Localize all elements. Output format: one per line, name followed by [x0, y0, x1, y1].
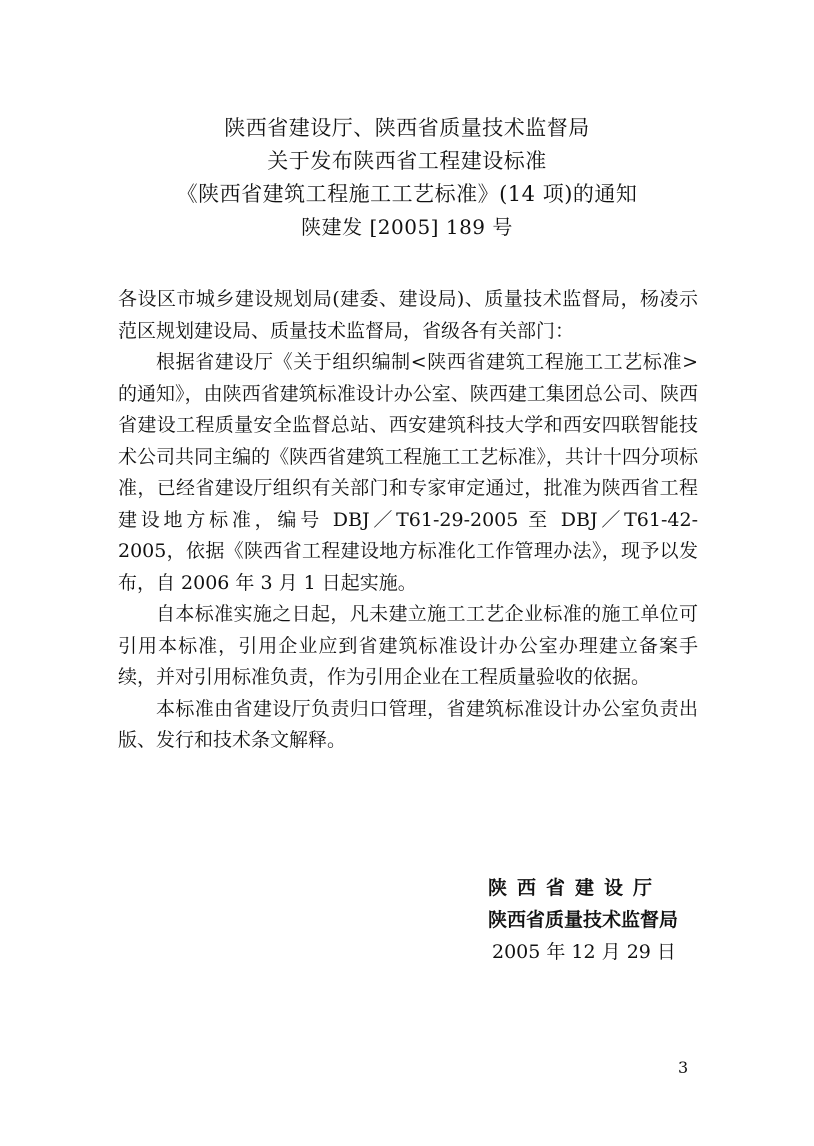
document-number: 陕建发 [2005] 189 号	[301, 215, 513, 239]
title-issuers: 陕西省建设厅、陕西省质量技术监督局	[224, 116, 590, 140]
title-subject: 关于发布陕西省工程建设标准	[267, 149, 547, 173]
notice-body	[118, 284, 698, 757]
implementation-paragraph: 自本标准实施之日起，凡未建立施工工艺企业标准的施工单位可引用本标准，引用企业应到省建筑标准设计办公室办理建立备案手续，并对引用标准负责，作为引用企业在工程质量验收的依据。	[118, 603, 698, 688]
approval-paragraph: 根据省建设厅《关于组织编制<陕西省建筑工程施工工艺标准>的通知》，由陕西省建筑标准设计办公室、陕西建工集团总公司、陕西省建设工程质量安全监督总站、西安建筑科技大学和西安四联智能技术公司共同主编的《陕西省建筑工程施工工艺标准》，共计十四分项标准，已经省建设厅组织有关部门和专家审定通过，批准为陕西省工程建设地方标准，编号 DBJ／T61-29-2005 至 DBJ／T61-42-2005，依据《陕西省工程建设地方标准化工作管理办法》，现予以发布，自 2006 年 3 月 1 日起实施。	[118, 351, 698, 594]
issuer-quality-bureau: 陕西省质量技术监督局	[488, 909, 679, 931]
page-number: 3	[678, 1058, 689, 1077]
addressee-paragraph: 各设区市城乡建设规划局(建委、建设局)、质量技术监督局，杨凌示范区规划建设局、质量技术监督局，省级各有关部门：	[118, 288, 698, 342]
management-paragraph: 本标准由省建设厅负责归口管理，省建筑标准设计办公室负责出版、发行和技术条文解释。	[118, 697, 698, 751]
title-standard-name: 《陕西省建筑工程施工工艺标准》(14 项)的通知	[176, 182, 638, 206]
issue-date: 2005 年 12 月 29 日	[492, 941, 676, 963]
signature-block	[488, 872, 718, 968]
notice-title-block	[0, 112, 814, 244]
issuer-construction-dept: 陕西省建设厅	[488, 877, 663, 899]
